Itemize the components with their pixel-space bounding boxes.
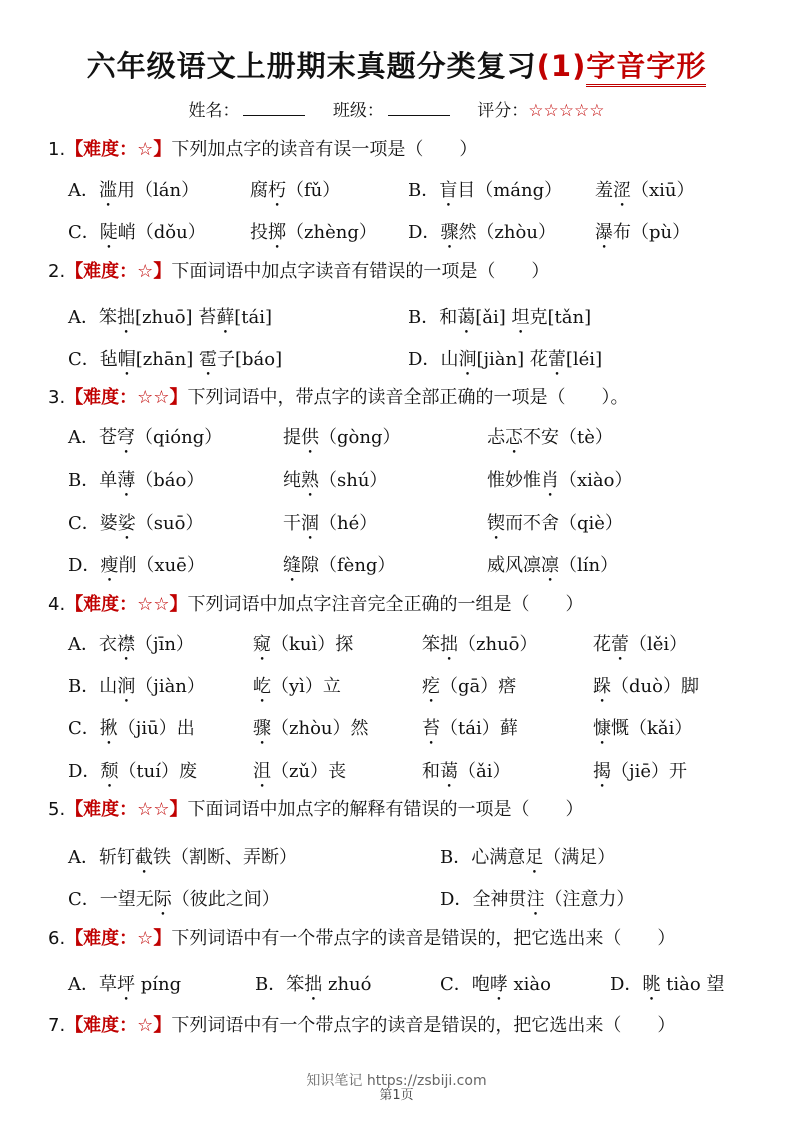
difficulty-tag: 【难度：☆】 [65,1015,172,1036]
option-item[interactable] [68,303,272,338]
option-item[interactable] [68,551,205,586]
option-text: 腐 [250,180,268,201]
option-text: （tuí）废 [118,761,198,782]
dotted-character: 沮 [253,761,271,782]
option-label: C． [68,718,100,739]
option-text: 纯 [283,470,301,491]
option-item[interactable] [440,970,551,1005]
question-number: 7. [48,1015,66,1036]
difficulty-tag: 【难度：☆☆】 [65,799,188,820]
option-label: D． [610,974,643,995]
option-text: 和 [422,761,440,782]
option-label: C． [68,349,100,370]
option-item [253,672,341,707]
question-7 [48,1011,675,1037]
option-label: A． [68,974,99,995]
option-item [487,551,618,586]
dotted-character: 揪 [99,718,118,739]
question-5 [48,795,583,821]
option-item [283,423,400,458]
option-text: （duò）脚 [611,676,699,697]
option-text: 忐 [487,427,505,448]
dotted-character: 锲 [487,513,505,534]
question-number: 5. [48,799,66,820]
option-text: 投 [250,222,268,243]
dotted-character: 注 [526,889,545,910]
title-main: 六年级语文上册期末真题分类复习 [86,49,537,83]
class-blank[interactable] [388,101,450,116]
option-label: D． [68,555,101,576]
option-text: （báo） [135,470,205,491]
option-text: 心满意 [471,847,526,868]
question-text: 下列词语中有一个带点字的读音是错误的，把它选出来（ ） [171,1015,676,1036]
dotted-character: 涧 [117,676,136,697]
option-text: 提 [283,427,301,448]
option-item [253,714,369,749]
option-label: A． [68,634,99,655]
option-text: （jiàn） [135,676,205,697]
dotted-character: 瘦 [100,555,119,576]
option-label: B． [68,470,100,491]
option-text: 然（zhòu） [458,222,556,243]
option-text: 削（xuē） [118,555,205,576]
option-text: （qióng） [135,427,223,448]
option-item [283,466,387,501]
difficulty-tag: 【难度：☆】 [65,261,172,282]
dotted-character: 蔼 [457,307,476,328]
option-item [593,630,687,665]
option-item[interactable] [440,843,615,878]
dotted-character: 窥 [253,634,271,655]
option-item[interactable] [68,885,280,920]
dotted-character: 坪 [117,974,135,995]
option-label: A． [68,427,99,448]
option-text: （gòng） [319,427,401,448]
question-4 [48,590,583,616]
option-text: 隙（fèng） [301,555,396,576]
option-text: 苍 [99,427,117,448]
option-text: 羞 [595,180,613,201]
option-text: 和 [439,307,458,328]
dotted-character: 陡 [99,222,118,243]
dotted-character: 蔼 [440,761,458,782]
option-text: 而不舍（qiè） [505,513,623,534]
option-text: （tái）藓 [440,718,518,739]
dotted-character: 截 [135,847,153,868]
dotted-character: 瀑 [595,222,613,243]
option-text: 干 [283,513,301,534]
dotted-character: 骤 [440,222,459,243]
option-item[interactable] [68,714,195,749]
option-text: 一望无 [99,889,154,910]
option-item [593,757,687,792]
title-subtitle: 字音字形 [586,49,706,87]
option-item[interactable] [68,176,199,211]
dotted-character: 涩 [613,180,631,201]
score-stars: ☆☆☆☆☆ [528,101,605,121]
question-text: 下列词语中，带点字的读音全部正确的一项是（ ）。 [187,387,629,408]
option-text: （ǎi） [458,761,511,782]
dotted-character: 涸 [301,513,319,534]
option-item[interactable] [408,218,556,253]
question-text: 下面词语中加点字的解释有错误的一项是（ ） [187,799,584,820]
dotted-character: 襟 [117,634,135,655]
option-label: B． [255,974,287,995]
dotted-character: 拙 [117,307,135,328]
option-text: 花 [593,634,611,655]
option-text: （lěi） [629,634,688,655]
option-text: （zhèng） [286,222,377,243]
option-label: C． [440,974,472,995]
question-text: 下列词语中有一个带点字的读音是错误的，把它选出来（ ） [171,928,676,949]
dotted-character: 骤 [253,718,271,739]
option-item[interactable] [68,630,194,665]
option-item[interactable] [610,970,724,1005]
option-text: 惟妙惟 [487,470,541,491]
question-text: 下面词语中加点字读音有错误的一项是（ ） [171,261,550,282]
option-label: D． [408,349,441,370]
option-item[interactable] [68,466,204,501]
option-text: 单 [99,470,118,491]
option-text: （suō） [135,513,204,534]
dotted-character: 滥 [99,180,117,201]
option-item[interactable] [68,970,181,1005]
option-text: 山 [99,676,118,697]
question-number: 3. [48,387,66,408]
option-text: xiào [507,974,551,995]
dotted-character: 朽 [268,180,286,201]
option-text: （jīn） [135,634,194,655]
dotted-character: 忑 [505,427,523,448]
option-text: （xiū） [631,180,695,201]
dotted-character: 慷 [593,718,611,739]
option-text: [ǎi] [475,307,512,328]
option-text: tiào 望 [660,974,725,995]
option-item[interactable] [68,218,206,253]
option-item [422,672,516,707]
option-text: 铁（割断、弄断） [153,847,297,868]
question-text: 下列词语中加点字注音完全正确的一组是（ ） [187,594,584,615]
class-label: 班级： [332,101,384,121]
option-text: （zhuō） [458,634,538,655]
dotted-character: 疙 [422,676,440,697]
dotted-character: 穹 [117,427,135,448]
option-label: C． [68,513,100,534]
option-label: B． [408,307,440,328]
option-text: 笨 [99,307,117,328]
dotted-character: 足 [525,847,544,868]
option-item [593,714,692,749]
dotted-character: 揭 [593,761,611,782]
option-text: （满足） [543,847,616,868]
option-label: D． [68,761,101,782]
question-number: 6. [48,928,66,949]
dotted-character: 熟 [301,470,319,491]
option-item[interactable] [68,345,282,380]
option-text: （xiào） [559,470,633,491]
option-text: （hé） [319,513,378,534]
option-item[interactable] [408,303,591,338]
question-2 [48,257,549,283]
dotted-character: 蕾 [611,634,629,655]
option-item[interactable] [68,423,222,458]
option-item [593,672,699,707]
option-text: （彼此之间） [171,889,280,910]
option-text: （fǔ） [286,180,341,201]
dotted-character: 拙 [440,634,458,655]
option-text: 咆 [471,974,490,995]
option-label: B． [440,847,472,868]
option-text: zhuó [322,974,372,995]
option-text: 笨 [286,974,305,995]
option-label: A． [68,180,99,201]
dotted-character: 肖 [541,470,559,491]
option-label: A． [68,307,99,328]
option-label: B． [408,180,440,201]
watermark: 知识笔记 https://zsbiji.com [306,1073,487,1089]
option-text: 威风凛 [487,555,541,576]
option-item[interactable] [255,970,371,1005]
option-item [487,509,623,544]
option-text: 慨（kǎi） [611,718,693,739]
dotted-character: 供 [301,427,319,448]
option-text: [léi] [565,349,603,370]
dotted-character: 凛 [541,555,559,576]
option-text: 毡 [99,349,118,370]
option-text: （jiū）出 [117,718,195,739]
dotted-character: 帽 [117,349,136,370]
option-label: C． [68,889,100,910]
option-label: D． [440,889,473,910]
dotted-character: 屹 [253,676,271,697]
footer [0,1070,793,1103]
option-item [487,423,613,458]
option-item [422,630,538,665]
option-text: 全神贯 [472,889,527,910]
option-item[interactable] [440,885,634,920]
question-text: 下列加点字的读音有误一项是（ ） [171,139,478,160]
option-text: 山 [440,349,459,370]
option-label: D． [408,222,441,243]
option-text: 不安（tè） [523,427,613,448]
option-text: píng [135,974,182,995]
option-item [487,466,632,501]
option-text: 布（pù） [613,222,691,243]
option-text: [jiàn] 花 [476,349,548,370]
question-1 [48,135,477,161]
option-item[interactable] [68,843,297,878]
option-item [283,509,377,544]
question-3 [48,383,628,409]
option-item [250,176,340,211]
option-text: [tái] [234,307,273,328]
option-label: B． [68,676,100,697]
dotted-character: 藓 [216,307,235,328]
option-text: [zhān] [135,349,199,370]
option-item [595,218,690,253]
dotted-character: 坦 [511,307,530,328]
option-text: 目（máng） [457,180,563,201]
option-text: （zhòu）然 [271,718,369,739]
question-number: 2. [48,261,66,282]
dotted-character: 眺 [642,974,661,995]
dotted-character: 蕾 [547,349,566,370]
option-item[interactable] [408,176,562,211]
option-text: [zhuō] 苔 [135,307,217,328]
dotted-character: 盲 [439,180,458,201]
option-item[interactable] [408,345,602,380]
option-text: （shú） [319,470,388,491]
option-item [422,714,518,749]
dotted-character: 颓 [100,761,119,782]
option-text: 用（lán） [117,180,200,201]
option-item [595,176,695,211]
option-text: （jiē）开 [611,761,687,782]
option-text: （lín） [559,555,619,576]
option-text: （yì）立 [271,676,341,697]
question-number: 1. [48,139,66,160]
option-text: 峭（dǒu） [117,222,206,243]
dotted-character: 涧 [458,349,477,370]
dotted-character: 雹 [198,349,217,370]
option-text: （zǔ）丧 [271,761,347,782]
difficulty-tag: 【难度：☆】 [65,139,172,160]
question-6 [48,924,675,950]
dotted-character: 苔 [422,718,440,739]
option-item[interactable] [68,672,205,707]
option-text: 笨 [422,634,440,655]
option-item [283,551,395,586]
option-label: C． [68,222,100,243]
dotted-character: 际 [153,889,172,910]
option-item [253,630,353,665]
dotted-character: 拙 [304,974,323,995]
option-item[interactable] [68,509,203,544]
option-text: （gā）瘩 [440,676,517,697]
dotted-character: 掷 [268,222,286,243]
option-item [422,757,511,792]
option-text: 斩钉 [99,847,135,868]
name-blank[interactable] [243,101,305,116]
page-title [0,44,793,85]
option-item[interactable] [68,757,197,792]
dotted-character: 缝 [283,555,301,576]
option-text: 衣 [99,634,117,655]
option-item [253,757,346,792]
option-text: 草 [99,974,117,995]
option-text: 婆 [99,513,118,534]
title-number: (1) [536,49,587,83]
option-item [250,218,377,253]
difficulty-tag: 【难度：☆☆】 [65,387,188,408]
option-text: 克[tǎn] [529,307,592,328]
difficulty-tag: 【难度：☆】 [65,928,172,949]
score-label: 评分： [477,101,529,121]
dotted-character: 哮 [489,974,508,995]
option-text: （注意力） [544,889,635,910]
option-text: 子[báo] [216,349,283,370]
option-label: A． [68,847,99,868]
option-text: （kuì）探 [271,634,354,655]
dotted-character: 跺 [593,676,611,697]
student-info-row [0,96,793,121]
difficulty-tag: 【难度：☆☆】 [65,594,188,615]
page-number: 第1页 [379,1088,414,1103]
name-label: 姓名： [188,101,240,121]
question-number: 4. [48,594,66,615]
dotted-character: 薄 [117,470,136,491]
dotted-character: 娑 [117,513,136,534]
